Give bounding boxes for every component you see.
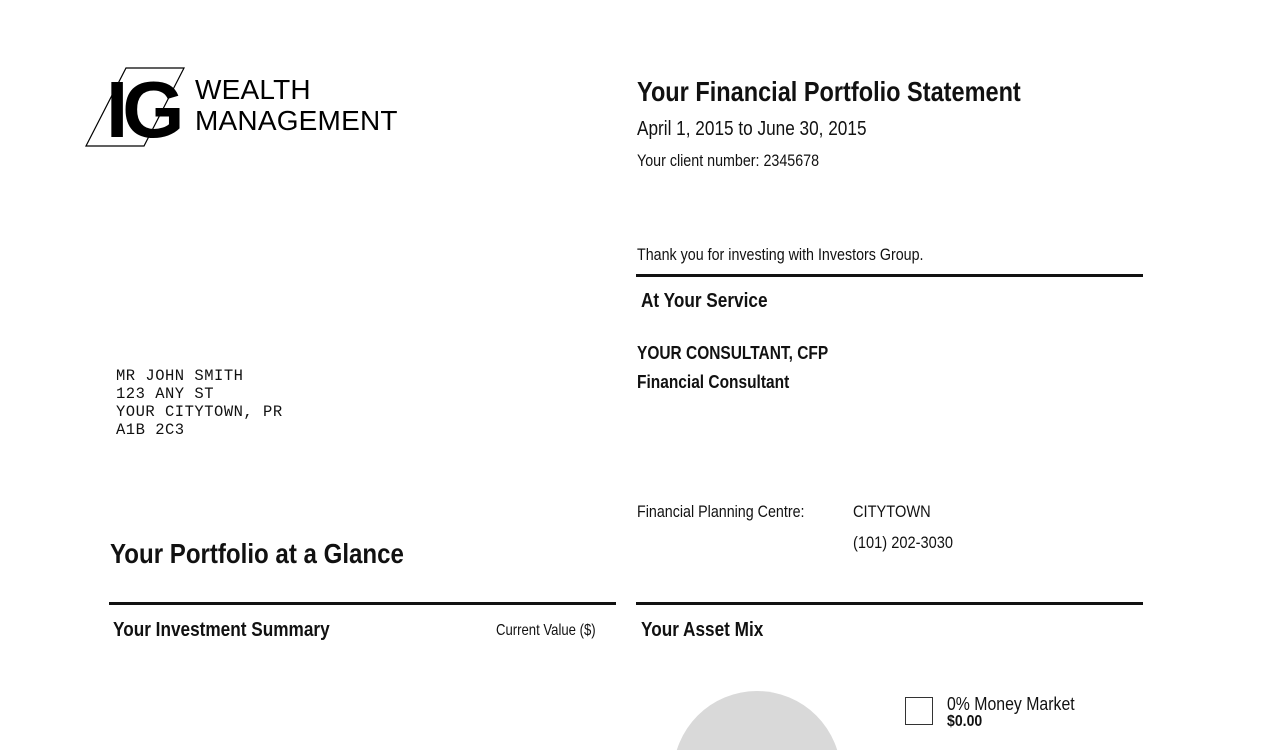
logo-line-wealth: WEALTH — [195, 74, 311, 105]
consultant-name-text: YOUR CONSULTANT, CFP — [637, 343, 829, 363]
portfolio-glance-title-text: Your Portfolio at a Glance — [110, 538, 404, 569]
client-number-text: Your client number: 2345678 — [637, 151, 820, 170]
investment-summary-heading — [113, 619, 365, 642]
address-line-name: MR JOHN SMITH — [116, 367, 244, 385]
asset-mix-pie — [672, 690, 842, 750]
thank-you-note — [637, 245, 978, 265]
current-value-column-header — [496, 622, 618, 640]
asset-mix-heading — [641, 619, 783, 642]
portfolio-glance-title — [110, 538, 452, 570]
logo-wordmark — [195, 74, 398, 136]
client-number — [637, 151, 854, 171]
pie-slice — [673, 691, 841, 750]
investment-summary-text: Your Investment Summary — [113, 619, 330, 641]
divider-investment-summary — [109, 602, 616, 605]
service-title-text: At Your Service — [641, 290, 768, 312]
service-section-title — [641, 290, 788, 313]
statement-period — [637, 118, 904, 141]
planning-centre-phone — [853, 533, 969, 553]
planning-centre-phone-text: (101) 202-3030 — [853, 533, 953, 552]
asset-mix-text: Your Asset Mix — [641, 619, 764, 641]
divider-service — [636, 274, 1143, 277]
legend-value-money-market — [947, 713, 987, 731]
planning-centre-label — [637, 502, 836, 522]
address-line-city: YOUR CITYTOWN, PR — [116, 403, 283, 421]
current-value-text: Current Value ($) — [496, 622, 596, 639]
planning-centre-city — [853, 502, 943, 522]
statement-title-text: Your Financial Portfolio Statement — [637, 76, 1021, 107]
statement-period-text: April 1, 2015 to June 30, 2015 — [637, 118, 867, 140]
legend-label-text: 0% Money Market — [947, 694, 1075, 714]
address-line-postal: A1B 2C3 — [116, 421, 185, 439]
consultant-name — [637, 343, 859, 364]
thank-you-text: Thank you for investing with Investors Group. — [637, 245, 924, 264]
divider-asset-mix — [636, 602, 1143, 605]
mailing-address — [116, 367, 283, 439]
consultant-role — [637, 372, 814, 393]
legend-value-text: $0.00 — [947, 713, 983, 730]
address-line-street: 123 ANY ST — [116, 385, 215, 403]
consultant-role-text: Financial Consultant — [637, 372, 790, 392]
ig-mark: IG — [106, 66, 179, 148]
legend-swatch-money-market — [905, 697, 933, 725]
planning-centre-city-text: CITYTOWN — [853, 502, 931, 521]
legend-label-money-market — [947, 694, 1092, 715]
statement-title — [637, 76, 1094, 108]
planning-centre-label-text: Financial Planning Centre: — [637, 502, 805, 521]
logo-line-management: MANAGEMENT — [195, 105, 398, 136]
